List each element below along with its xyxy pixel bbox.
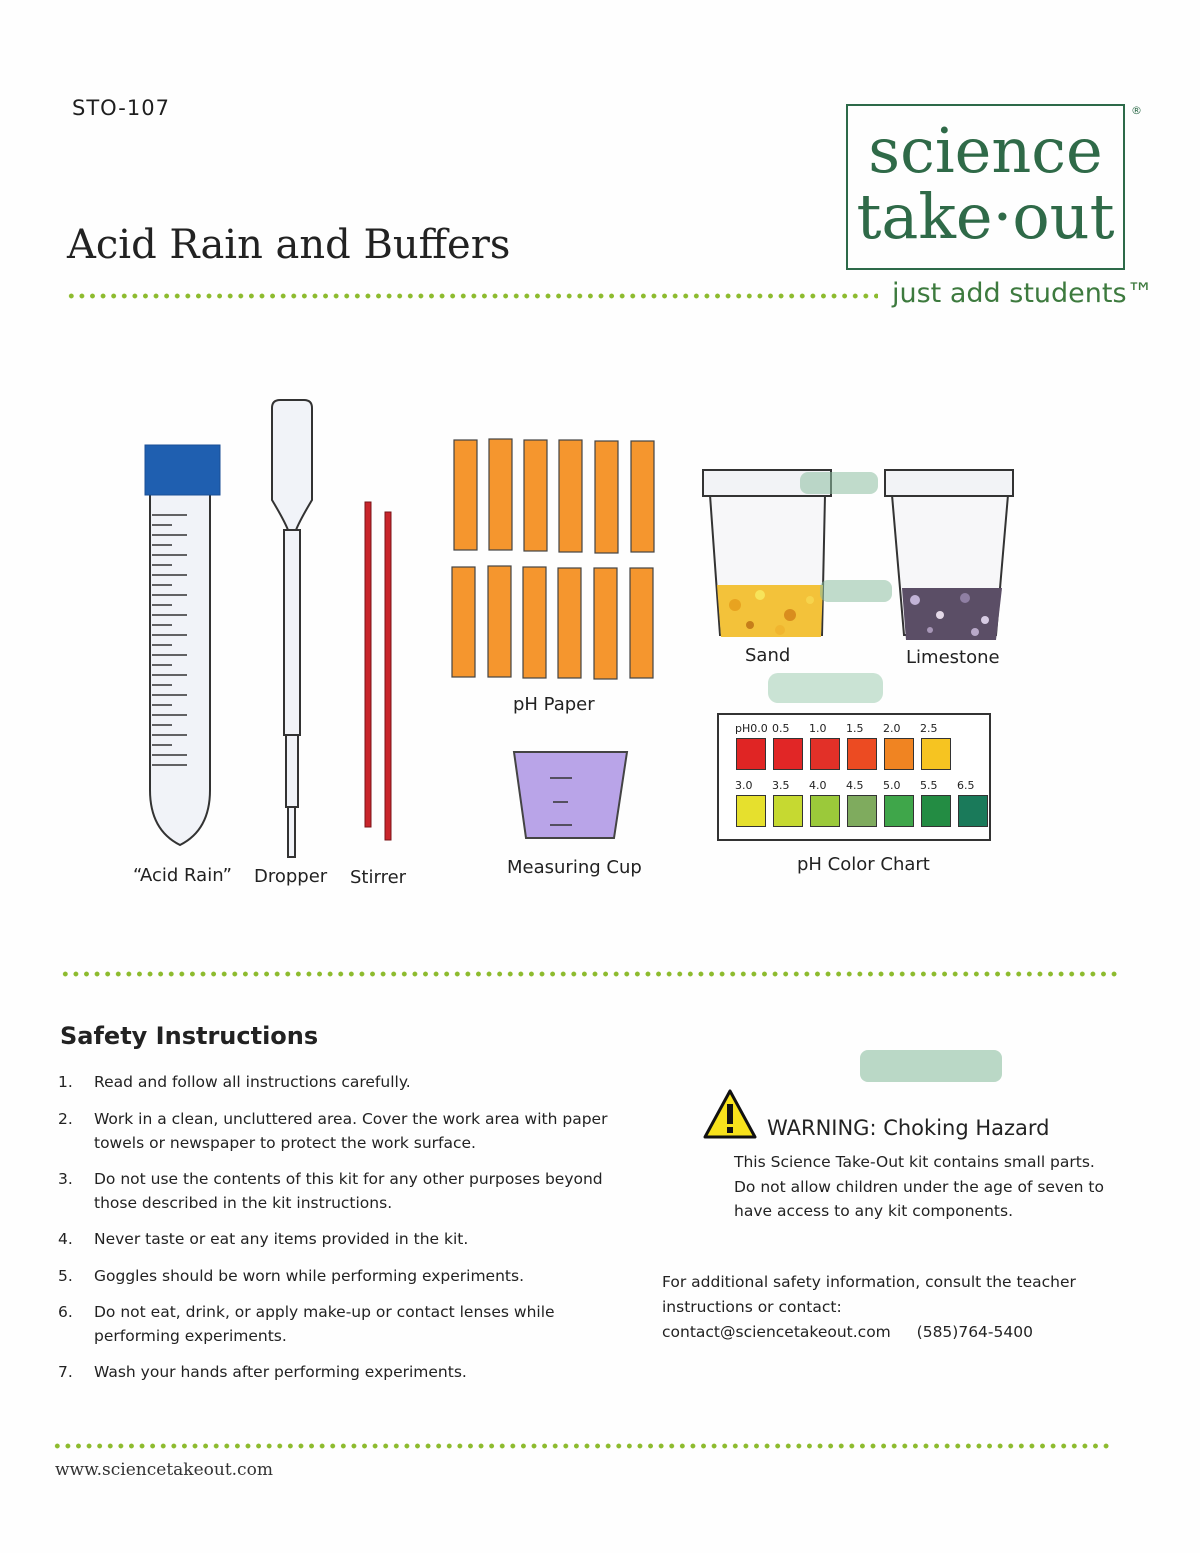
ph-chart-swatch	[810, 795, 840, 827]
ph-chart-swatch	[884, 795, 914, 827]
measuring-cup-label: Measuring Cup	[507, 857, 642, 878]
ph-chart-label: 0.5	[772, 722, 790, 735]
safety-item-text: Work in a clean, uncluttered area. Cover the work area with paper towels or newspaper to protect the work surface.	[94, 1110, 608, 1152]
ph-color-chart-label: pH Color Chart	[797, 854, 930, 875]
ph-chart-label: pH0.0	[735, 722, 768, 735]
dropper-label: Dropper	[254, 866, 328, 887]
safety-item-number: 4.	[58, 1230, 73, 1248]
ph-chart-swatch	[958, 795, 988, 827]
ph-chart-label: 2.5	[920, 722, 938, 735]
safety-item-text: Wash your hands after performing experiments.	[94, 1363, 467, 1381]
logo-tagline: just add students™	[892, 278, 1154, 309]
ph-chart-swatch	[773, 795, 803, 827]
footer-divider	[52, 1443, 1112, 1449]
ph-paper-icon	[452, 439, 654, 679]
warning-text: This Science Take-Out kit contains small parts. Do not allow children under the age of seven to have access to any kit components.	[734, 1153, 1104, 1220]
safety-item-text: Goggles should be worn while performing experiments.	[94, 1267, 524, 1285]
measuring-cup-icon	[514, 752, 627, 838]
registered-mark: ®	[1131, 104, 1142, 117]
header-divider	[66, 293, 878, 299]
safety-item-number: 1.	[58, 1073, 73, 1091]
ph-chart-label: 3.5	[772, 779, 790, 792]
ph-chart-swatch	[736, 795, 766, 827]
dropper-icon	[272, 400, 312, 857]
acid-rain-tube-icon	[145, 445, 220, 845]
warning-triangle-icon	[702, 1088, 758, 1140]
contact-text: For additional safety information, consult the teacher instructions or contact:	[662, 1273, 1076, 1316]
document-code: STO-107	[72, 96, 170, 120]
ph-paper-label: pH Paper	[513, 694, 595, 715]
ph-chart-label: 5.5	[920, 779, 938, 792]
safety-item-number: 7.	[58, 1363, 73, 1381]
safety-item-number: 6.	[58, 1303, 73, 1321]
ph-chart-label: 4.5	[846, 779, 864, 792]
ph-chart-swatch	[810, 738, 840, 770]
contact-block	[662, 1270, 1112, 1345]
logo-line-science: science	[868, 114, 1103, 187]
ph-chart-swatch	[847, 738, 877, 770]
limestone-container-icon	[885, 470, 1013, 640]
safety-item-number: 2.	[58, 1110, 73, 1128]
ph-chart-label: 2.0	[883, 722, 901, 735]
safety-item-text: Never taste or eat any items provided in the kit.	[94, 1230, 469, 1248]
ph-chart-label: 3.0	[735, 779, 753, 792]
ph-chart-swatch	[921, 738, 951, 770]
ph-chart-label: 1.5	[846, 722, 864, 735]
ph-chart-swatch	[773, 738, 803, 770]
safety-item-number: 5.	[58, 1267, 73, 1285]
ph-chart-swatch	[736, 738, 766, 770]
safety-item-text: Read and follow all instructions carefully.	[94, 1073, 411, 1091]
ph-chart-label: 4.0	[809, 779, 827, 792]
acid-rain-label: “Acid Rain”	[133, 865, 232, 886]
section-divider	[60, 971, 1120, 977]
limestone-label: Limestone	[906, 647, 1000, 668]
sand-label: Sand	[745, 645, 791, 666]
contact-email[interactable]: contact@sciencetakeout.com	[662, 1323, 891, 1341]
page-title: Acid Rain and Buffers	[67, 222, 511, 268]
footer-url[interactable]: www.sciencetakeout.com	[55, 1460, 273, 1480]
safety-item-text: Do not use the contents of this kit for any other purposes beyond those described in the kit instructions.	[94, 1170, 603, 1212]
stirrer-icon	[365, 502, 391, 840]
safety-instructions-heading: Safety Instructions	[60, 1022, 319, 1050]
ph-chart-label: 6.5	[957, 779, 975, 792]
warning-title: WARNING: Choking Hazard	[767, 1116, 1050, 1140]
sand-container-icon	[703, 470, 831, 637]
ph-chart-swatch	[921, 795, 951, 827]
ph-chart-swatch	[884, 738, 914, 770]
contact-phone: (585)764-5400	[916, 1323, 1033, 1341]
science-takeout-logo	[846, 104, 1125, 270]
ph-chart-label: 1.0	[809, 722, 827, 735]
kit-contents-illustration	[0, 390, 1200, 910]
ph-chart-swatch	[847, 795, 877, 827]
ph-chart-label: 5.0	[883, 779, 901, 792]
stirrer-label: Stirrer	[350, 867, 407, 888]
logo-line-takeout: take·out	[856, 180, 1115, 253]
safety-item-text: Do not eat, drink, or apply make-up or contact lenses while performing experiments.	[94, 1303, 555, 1345]
smudge-mark	[860, 1050, 1002, 1082]
safety-item-number: 3.	[58, 1170, 73, 1188]
